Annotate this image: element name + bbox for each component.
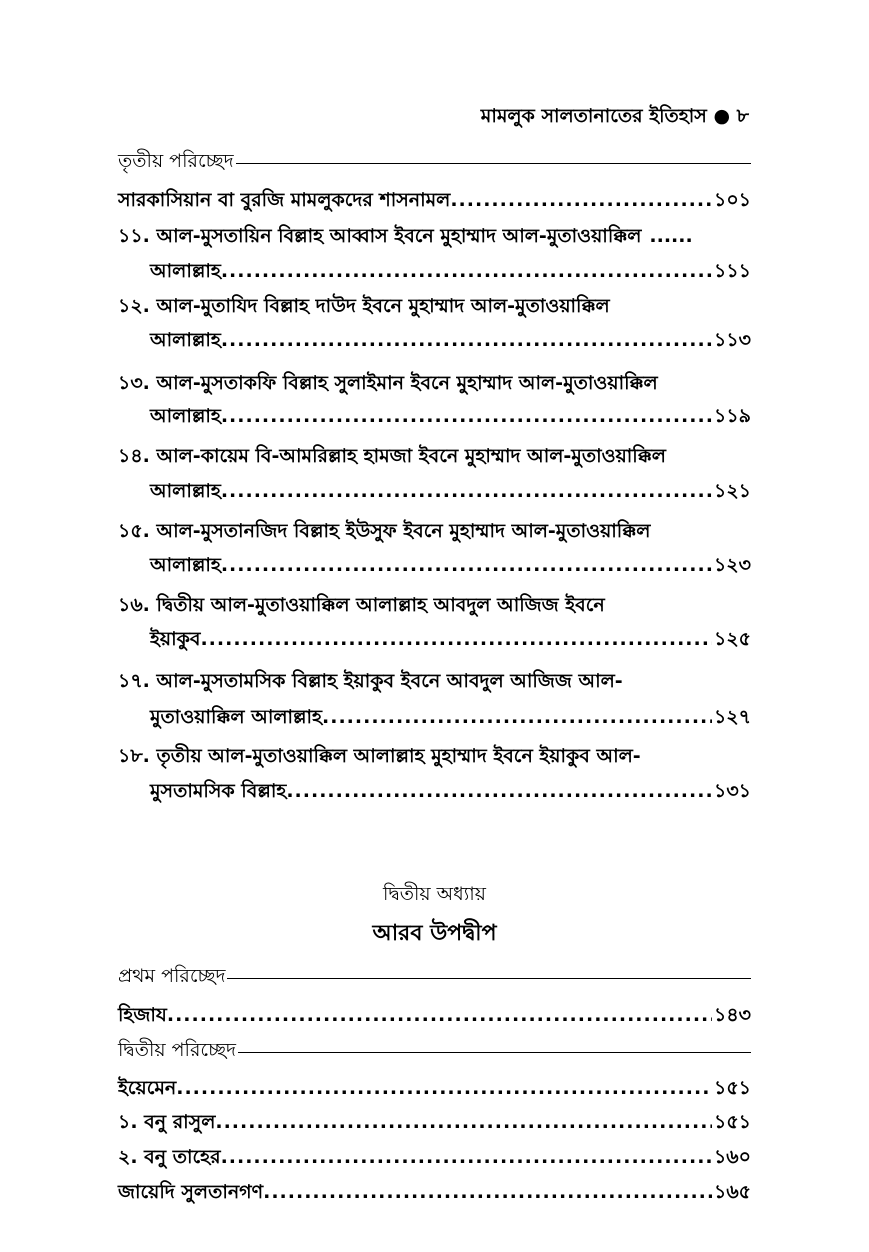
section-heading: [118, 147, 751, 179]
dot-leader: [263, 1181, 712, 1203]
toc-entry[interactable]: [118, 591, 751, 623]
toc-entry-continuation[interactable]: [150, 477, 751, 509]
toc-entry-page: ১১৩: [713, 329, 751, 351]
toc-entry-continuation[interactable]: [150, 326, 751, 358]
toc-entry[interactable]: [118, 1074, 751, 1106]
toc-entry-title: আলাল্লাহ: [150, 554, 221, 576]
toc-entry-page: ১২৫: [713, 628, 751, 650]
dot-leader: [221, 329, 712, 351]
dot-leader: [221, 260, 712, 282]
toc-entry-title: ১২. আল-মুতাযিদ বিল্লাহ দাউদ ইবনে মুহাম্মাদ আল-মুতাওয়াক্কিল: [118, 295, 610, 317]
toc-entry-page: ১৩১: [713, 780, 751, 802]
toc-entry-continuation[interactable]: [150, 257, 751, 289]
toc-entry-title: ১৬. দ্বিতীয় আল-মুতাওয়াক্কিল আলাল্লাহ আবদুল আজিজ ইবনে: [118, 594, 605, 616]
toc-entry-title: আলাল্লাহ: [150, 405, 221, 427]
toc-entry-page: ১২১: [713, 480, 751, 502]
section-heading: [118, 962, 751, 994]
toc-entry[interactable]: [118, 1108, 751, 1140]
toc-entry-title: জায়েদি সুলতানগণ: [118, 1181, 264, 1203]
toc-entry-continuation[interactable]: [150, 703, 751, 735]
section-heading-label: দ্বিতীয় পরিচ্ছেদ: [118, 1039, 237, 1061]
section-heading-label: প্রথম পরিচ্ছেদ: [118, 965, 226, 987]
dot-leader: [450, 189, 712, 211]
toc-entry[interactable]: [118, 1178, 751, 1210]
toc-entry[interactable]: [118, 742, 751, 774]
toc-entry-continuation[interactable]: [150, 777, 751, 809]
toc-entry-page: ১৫১: [714, 1077, 751, 1099]
toc-entry-page: ১০১: [713, 189, 751, 211]
toc-entry-title: ১৫. আল-মুসতানজিদ বিল্লাহ ইউসুফ ইবনে মুহাম্মাদ আল-মুতাওয়াক্কিল: [118, 520, 651, 542]
section-rule: [238, 1052, 751, 1053]
running-header: মামলুক সালতানাতের ইতিহাস ● ৮: [480, 105, 749, 127]
toc-entry-title: ১৩. আল-মুসতাকফি বিল্লাহ সুলাইমান ইবনে মুহাম্মাদ আল-মুতাওয়াক্কিল: [118, 372, 658, 394]
toc-entry[interactable]: [118, 186, 751, 218]
toc-entry-title: সারকাসিয়ান বা বুরজি মামলুকদের শাসনামল: [118, 189, 451, 211]
toc-entry-page: ১১১: [714, 260, 751, 282]
toc-entry-page: ১২৭: [713, 706, 751, 728]
toc-entry-title: আলাল্লাহ: [150, 329, 221, 351]
toc-entry[interactable]: [118, 1001, 751, 1033]
toc-entry-page: ১১৯: [714, 405, 751, 427]
toc-entry-title: আলাল্লাহ: [150, 480, 221, 502]
dot-leader: [221, 1146, 712, 1168]
toc-entry-title: ইয়েমেন: [118, 1077, 177, 1099]
toc-entry[interactable]: [118, 442, 751, 474]
section-heading: [118, 1036, 751, 1068]
toc-entry-page: ১৫১: [714, 1111, 751, 1133]
dot-leader: [176, 1077, 712, 1099]
section-rule: [227, 978, 751, 979]
toc-entry[interactable]: [118, 1143, 751, 1175]
toc-entry-title: ইয়াকুব: [150, 628, 201, 650]
dot-leader: [215, 1111, 712, 1133]
toc-entry[interactable]: [118, 667, 751, 699]
dot-leader: [221, 554, 712, 576]
continuation-dots: ......: [649, 225, 693, 247]
toc-entry-continuation[interactable]: [150, 551, 751, 583]
chapter-number: দ্বিতীয় অধ্যায়: [383, 883, 486, 905]
toc-entry[interactable]: [118, 222, 751, 254]
toc-entry-page: ১৬৫: [713, 1181, 751, 1203]
section-rule: [236, 163, 751, 164]
section-heading-label: তৃতীয় পরিচ্ছেদ: [118, 150, 234, 172]
toc-entry-title: ১৮. তৃতীয় আল-মুতাওয়াক্কিল আলাল্লাহ মুহাম্মাদ ইবনে ইয়াকুব আল-: [118, 745, 641, 767]
toc-entry-title: আলাল্লাহ: [150, 260, 221, 282]
toc-entry-title: ১. বনু রাসুল: [118, 1111, 216, 1133]
dot-leader: [221, 405, 712, 427]
dot-leader: [167, 1004, 712, 1026]
toc-entry-continuation[interactable]: [150, 625, 751, 657]
toc-entry-title: ২. বনু তাহের: [118, 1146, 221, 1168]
toc-entry-title: মুসতামসিক বিল্লাহ: [150, 780, 287, 802]
toc-entry[interactable]: [118, 369, 751, 401]
dot-leader: [322, 706, 712, 728]
dot-leader: [286, 780, 712, 802]
toc-entry-page: ১৪৩: [713, 1004, 751, 1026]
toc-entry[interactable]: [118, 517, 751, 549]
toc-entry-page: ১৬০: [713, 1146, 751, 1168]
toc-entry-title: হিজায: [118, 1004, 167, 1026]
toc-entry-continuation[interactable]: [150, 402, 751, 434]
dot-leader: [200, 628, 712, 650]
toc-entry-page: ১২৩: [713, 554, 751, 576]
toc-entry-title: মুতাওয়াক্কিল আলাল্লাহ: [150, 706, 323, 728]
toc-entry-title: ১১. আল-মুসতায়িন বিল্লাহ আব্বাস ইবনে মুহাম্মাদ আল-মুতাওয়াক্কিল: [118, 225, 642, 247]
toc-entry-title: ১৭. আল-মুসতামসিক বিল্লাহ ইয়াকুব ইবনে আবদুল আজিজ আল-: [118, 670, 623, 692]
toc-entry-title: ১৪. আল-কায়েম বি-আমরিল্লাহ হামজা ইবনে মুহাম্মাদ আল-মুতাওয়াক্কিল: [118, 445, 666, 467]
chapter-title: আরব উপদ্বীপ: [372, 921, 497, 946]
dot-leader: [221, 480, 712, 502]
toc-entry[interactable]: [118, 292, 751, 324]
